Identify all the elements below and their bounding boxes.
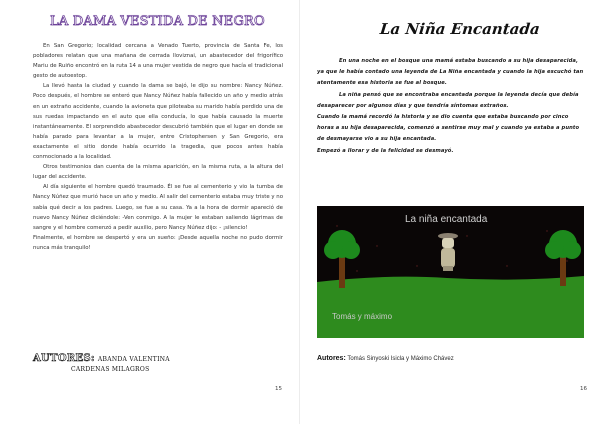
- right-authors-label: Autores:: [317, 355, 346, 362]
- left-page-body: [33, 41, 283, 253]
- left-paragraph-2: La llevó hasta la ciudad y cuando la dama se bajó, le dijo su nombre: Nancy Núñez. Poco después, el hombre se enteró que Nancy Núñez había fallecido un año y medio atrás en un extraño accidente, cuando la avioneta que piloteaba su marido había perdido una de sus ruedas impactando en el auto que ella conducía, lo que había causado la muerte instantáneamente. El sorprendido abastecedor descubrió también que el lugar en donde se había parado para levantar a la mujer, entre Cristophersen y San Gregorio, era exactamente el sitio donde había ocurrido la tragedia, que pocos antes había conmocionado a la localidad.: [33, 83, 283, 161]
- right-page-number: 16: [580, 386, 587, 392]
- right-page-body: [317, 56, 585, 157]
- left-paragraph-4: Al día siguiente el hombre quedó traumado. Él se fue al cementerio y vio la tumba de Nancy Núñez que murió hace un año y medio. Al salir del cementerio estaba muy triste y no sabía qué decir a los padres. Luego, se fue a su casa. Ya a la hora de dormir apareció de nuevo Nancy Núñez diciéndole: -Ven conmigo. A la mujer le estaban saliendo lágrimas de sangre y el hombre comenzó a pedir auxilio, pero Nancy Núñez dijo: - ¡silencio!: [33, 184, 283, 231]
- drawing-caption: La niña encantada: [405, 214, 488, 225]
- left-page-number: 15: [275, 386, 282, 392]
- right-authors: [317, 355, 587, 362]
- left-page-title: LA DAMA VESTIDA DE NEGRO: [50, 14, 265, 29]
- left-authors-line2: CARDENAS MILAGROS: [71, 366, 150, 373]
- drawing-signature: Tomás y máximo: [332, 312, 393, 321]
- left-paragraph-1: En San Gregorio; localidad cercana a Venado Tuerto, provincia de Santa Fe, los pobladores relatan que una mañana de cerrada lloviznai, un abastecedor del frigorífico Mariu de Ruiño encontró en la ruta 14 a una mujer vestida de negro que hacía el tradicional gesto de autoestop.: [33, 43, 283, 80]
- right-authors-names: Tomás Sinyoski Isicla y Máximo Chávez: [347, 356, 454, 362]
- drawing-grass: [317, 276, 584, 338]
- right-page: [300, 0, 600, 424]
- left-authors-line1: ABANDA VALENTINA: [97, 356, 170, 363]
- story-drawing: [317, 206, 584, 338]
- left-paragraph-3: Otros testimonios dan cuenta de la misma aparición, en la misma ruta, a la altura del lugar del accidente.: [33, 164, 283, 181]
- right-paragraph-4: Empezó a llorar y de la felicidad se desmayó.: [317, 147, 454, 154]
- right-paragraph-2: La niña pensó que se encontraba encantada porque la leyenda decía que debía desaparecer por algunos días y que tendría síntomas extraños.: [317, 91, 579, 109]
- left-authors: [33, 353, 283, 373]
- left-paragraph-5: Finalmente, el hombre se despertó y era un sueño: ¡Desde aquella noche no pudo dormir nunca más tranquilo!: [33, 234, 283, 251]
- right-page-title: La Niña Encantada: [379, 20, 541, 38]
- left-authors-label: AUTORES:: [33, 353, 95, 364]
- right-paragraph-1: En una noche en el bosque una mamá estaba buscando a su hija desaparecida, ya que le había contado una leyenda de La Niña encantada y cuando la hija escuchó tan atentamente esa historia se fue al bosque.: [317, 58, 584, 87]
- right-paragraph-3: Cuando la mamá recordó la historia y se dio cuenta que estaba buscando por cinco horas a su hija desaparecida, comenzó a sentirse muy mal y cuando ya estaba a punto de desmayarse vio a su hija encantada.: [317, 114, 580, 143]
